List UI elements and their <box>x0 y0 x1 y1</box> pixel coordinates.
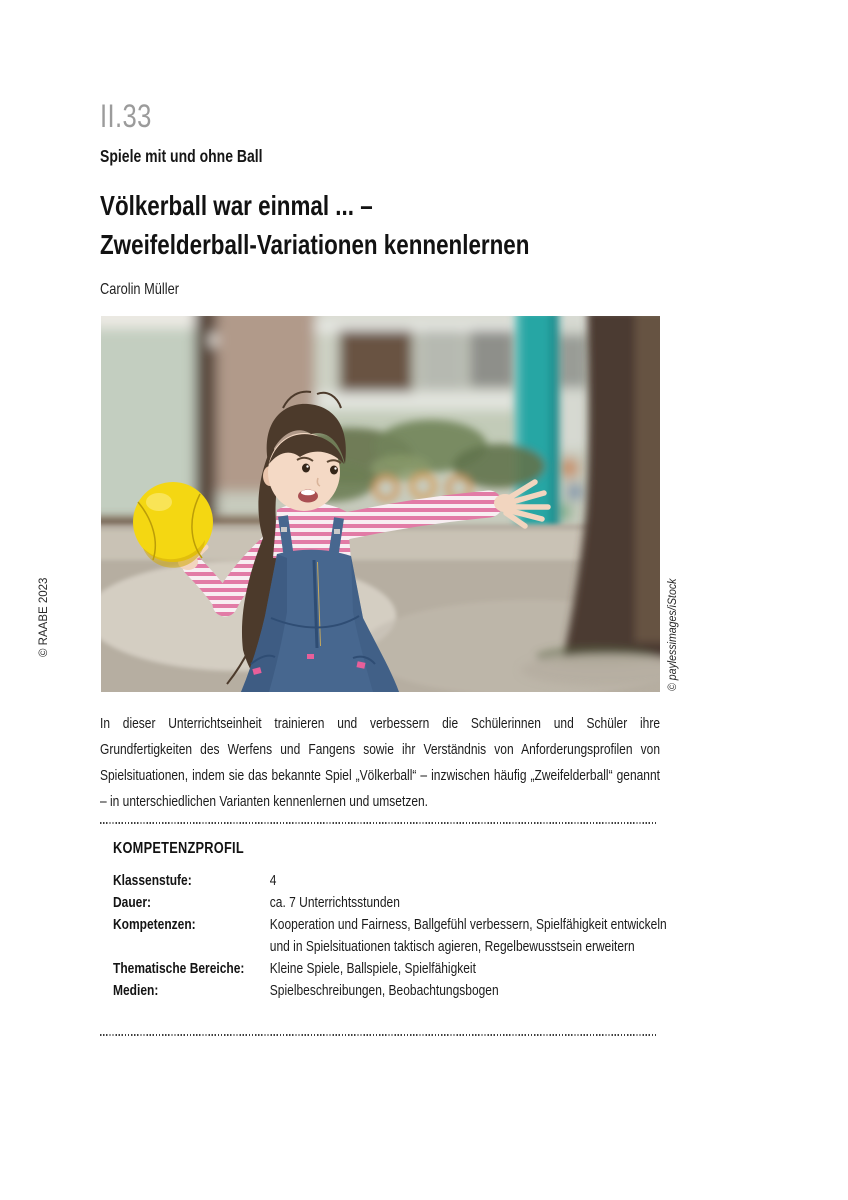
article-photo <box>101 316 660 692</box>
publisher-copyright: © RAABE 2023 <box>38 577 50 657</box>
row-value: 4 <box>269 872 277 889</box>
dotted-divider-top <box>100 822 657 824</box>
profile-row-thematische-bereiche <box>113 958 673 980</box>
row-label: Klassenstufe: <box>113 872 192 889</box>
row-label: Thematische Bereiche: <box>113 960 245 977</box>
row-value: ca. 7 Unterrichtsstunden <box>269 894 400 911</box>
profile-row-medien <box>113 980 673 1002</box>
series-title: Spiele mit und ohne Ball <box>100 146 263 166</box>
row-label: Kompetenzen: <box>113 916 196 933</box>
image-credit: © paylessimages/iStock <box>667 578 679 691</box>
section-number: II.33 <box>100 98 152 134</box>
dotted-divider-bottom <box>100 1034 657 1036</box>
profile-row-dauer <box>113 892 673 914</box>
intro-paragraph: In dieser Unterrichtseinheit trainieren und verbessern die Schülerinnen und Schüler ihre Grundfertigkeiten des Werfens und Fangens sowie ihr Verständnis von Anforderungsprofilen von Spielsituationen, indem sie das bekannte Spiel „Völkerball“ – inzwischen häufig „Zweifelderball“ genannt – in unterschiedlichen Varianten kennenlernen und umsetzen. <box>100 715 660 810</box>
row-value: Kleine Spiele, Ballspiele, Spielfähigkeit <box>269 960 476 977</box>
window-dark <box>339 330 413 392</box>
row-label: Medien: <box>113 982 159 999</box>
row-value: Spielbeschreibungen, Beobachtungsbogen <box>269 982 499 999</box>
photo-illustration <box>101 316 660 692</box>
row-label: Dauer: <box>113 894 152 911</box>
page-title-line1: Völkerball war einmal ... – <box>100 190 373 221</box>
window-gray <box>469 330 515 388</box>
profile-row-klassenstufe <box>113 870 673 892</box>
page-title-line2: Zweifelderball-Variationen kennenlernen <box>100 229 530 260</box>
competence-profile-heading: KOMPETENZPROFIL <box>113 840 244 857</box>
competence-profile <box>113 840 673 1002</box>
author-name: Carolin Müller <box>100 281 179 298</box>
profile-row-kompetenzen <box>113 914 673 958</box>
page-title <box>100 186 660 264</box>
row-value: Kooperation und Fairness, Ballgefühl verbessern, Spielfähigkeit entwickeln und in Spielsituationen taktisch agieren, Regelbewusstsein erweitern <box>269 916 667 955</box>
